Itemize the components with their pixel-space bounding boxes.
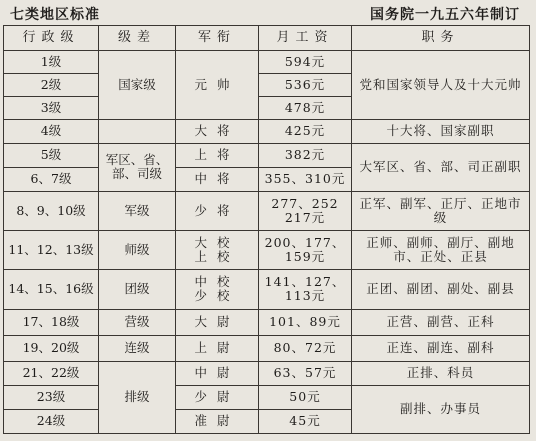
title-right: 国务院一九五六年制订 bbox=[370, 7, 520, 23]
col-header-duty: 职务 bbox=[352, 26, 530, 51]
pay-cell: 80、72元 bbox=[259, 335, 352, 361]
rank-cell: 上将 bbox=[176, 143, 259, 167]
pay-cell: 101、89元 bbox=[259, 309, 352, 335]
duty-cell: 正团、副团、副处、副县 bbox=[352, 270, 530, 309]
grade-cell: 4级 bbox=[4, 119, 99, 143]
duty-cell: 正师、副师、副厅、副地市、正处、正县 bbox=[352, 231, 530, 270]
col-header-grade: 行政级 bbox=[4, 26, 99, 51]
tier-cell: 国家级 bbox=[99, 51, 176, 120]
tier-cell: 营级 bbox=[99, 309, 176, 335]
table-row bbox=[4, 51, 530, 74]
pay-cell: 141、127、113元 bbox=[259, 270, 352, 309]
grade-cell: 1级 bbox=[4, 51, 99, 74]
grade-cell: 6、7级 bbox=[4, 167, 99, 191]
salary-table bbox=[3, 25, 530, 434]
pay-cell: 425元 bbox=[259, 119, 352, 143]
table-row bbox=[4, 270, 530, 309]
tier-cell bbox=[99, 119, 176, 143]
pay-cell: 478元 bbox=[259, 96, 352, 119]
table-row bbox=[4, 231, 530, 270]
duty-cell: 党和国家领导人及十大元帅 bbox=[352, 51, 530, 120]
col-header-rank: 军衔 bbox=[176, 26, 259, 51]
grade-cell: 3级 bbox=[4, 96, 99, 119]
table-row bbox=[4, 191, 530, 230]
grade-cell: 5级 bbox=[4, 143, 99, 167]
rank-cell: 中将 bbox=[176, 167, 259, 191]
pay-cell: 277、252 217元 bbox=[259, 191, 352, 230]
grade-cell: 2级 bbox=[4, 73, 99, 96]
rank-cell: 中尉 bbox=[176, 361, 259, 385]
table-row bbox=[4, 119, 530, 143]
duty-cell: 大军区、省、部、司正副职 bbox=[352, 143, 530, 191]
table-row bbox=[4, 309, 530, 335]
pay-cell: 63、57元 bbox=[259, 361, 352, 385]
duty-cell: 正连、副连、副科 bbox=[352, 335, 530, 361]
tier-cell: 连级 bbox=[99, 335, 176, 361]
rank-cell: 少尉 bbox=[176, 385, 259, 409]
pay-cell: 382元 bbox=[259, 143, 352, 167]
rank-cell: 少将 bbox=[176, 191, 259, 230]
grade-cell: 11、12、13级 bbox=[4, 231, 99, 270]
grade-cell: 19、20级 bbox=[4, 335, 99, 361]
duty-cell: 副排、办事员 bbox=[352, 385, 530, 433]
rank-cell: 上尉 bbox=[176, 335, 259, 361]
rank-cell: 准尉 bbox=[176, 409, 259, 433]
duty-cell: 正排、科员 bbox=[352, 361, 530, 385]
rank-cell: 中校 少校 bbox=[176, 270, 259, 309]
duty-cell: 十大将、国家副职 bbox=[352, 119, 530, 143]
grade-cell: 21、22级 bbox=[4, 361, 99, 385]
tier-cell: 排级 bbox=[99, 361, 176, 433]
grade-cell: 24级 bbox=[4, 409, 99, 433]
rank-cell: 大校 上校 bbox=[176, 231, 259, 270]
grade-cell: 23级 bbox=[4, 385, 99, 409]
pay-cell: 594元 bbox=[259, 51, 352, 74]
rank-cell: 大尉 bbox=[176, 309, 259, 335]
pay-cell: 200、177、159元 bbox=[259, 231, 352, 270]
tier-cell: 军区、省、部、司级 bbox=[99, 143, 176, 191]
tier-cell: 军级 bbox=[99, 191, 176, 230]
table-row bbox=[4, 143, 530, 167]
col-header-tier: 级差 bbox=[99, 26, 176, 51]
grade-cell: 8、9、10级 bbox=[4, 191, 99, 230]
grade-cell: 14、15、16级 bbox=[4, 270, 99, 309]
tier-cell: 师级 bbox=[99, 231, 176, 270]
tier-cell: 团级 bbox=[99, 270, 176, 309]
pay-cell: 355、310元 bbox=[259, 167, 352, 191]
table-row bbox=[4, 335, 530, 361]
rank-cell: 大将 bbox=[176, 119, 259, 143]
pay-cell: 536元 bbox=[259, 73, 352, 96]
title-left: 七类地区标准 bbox=[10, 7, 100, 23]
duty-cell: 正营、副营、正科 bbox=[352, 309, 530, 335]
table-header-row bbox=[4, 26, 530, 51]
table-row bbox=[4, 385, 530, 409]
grade-cell: 17、18级 bbox=[4, 309, 99, 335]
table-row bbox=[4, 361, 530, 385]
pay-cell: 45元 bbox=[259, 409, 352, 433]
duty-cell: 正军、副军、正厅、正地市级 bbox=[352, 191, 530, 230]
rank-cell: 元帅 bbox=[176, 51, 259, 120]
col-header-pay: 月工资 bbox=[259, 26, 352, 51]
pay-cell: 50元 bbox=[259, 385, 352, 409]
